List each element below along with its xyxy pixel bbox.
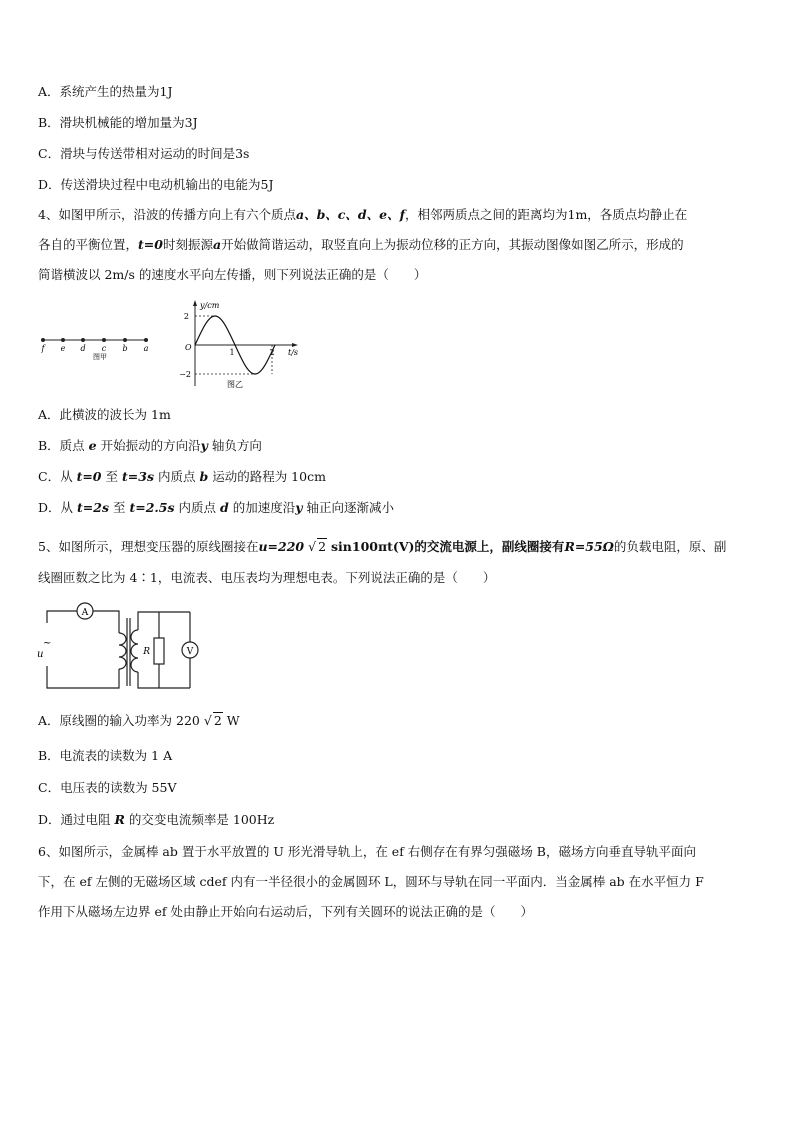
q4-option-b: B．质点 e 开始振动的方向沿y 轴负方向 <box>38 438 262 453</box>
resistor <box>154 638 164 664</box>
source-tilde: ~ <box>43 638 52 649</box>
tick-y-pos: 2 <box>183 312 189 321</box>
tick-y-neg: −2 <box>179 370 191 379</box>
label-e: e <box>60 344 66 353</box>
tick-x-2: 2 <box>269 348 275 357</box>
q3-option-a: A．系统产生的热量为1J <box>38 84 173 99</box>
q4-option-a: A．此横波的波长为 1m <box>38 407 171 422</box>
tick-x-1: 1 <box>229 348 235 357</box>
wire-secondary-bottom <box>138 672 190 688</box>
primary-coil <box>119 633 126 669</box>
voltmeter-label: V <box>186 647 194 657</box>
particle-a <box>144 338 148 342</box>
wire-primary-top-right <box>93 611 119 633</box>
particle-b <box>123 338 127 342</box>
q5-option-d: D．通过电阻 R 的交变电流频率是 100Hz <box>38 812 275 827</box>
label-c: c <box>101 344 107 353</box>
particle-f <box>41 338 45 342</box>
q3-option-d: D．传送滑块过程中电动机输出的电能为5J <box>38 177 274 192</box>
y-axis-arrow <box>193 300 197 306</box>
caption-yi: 图乙 <box>227 380 243 389</box>
figure-jia <box>36 330 161 362</box>
label-f: f <box>41 344 45 353</box>
wire-secondary-top <box>138 612 190 630</box>
secondary-coil <box>131 630 138 672</box>
wire-primary-bottom <box>47 666 119 688</box>
q5-option-c: C．电压表的读数为 55V <box>38 780 177 795</box>
particle-c <box>102 338 106 342</box>
particle-e <box>61 338 65 342</box>
source-label: u <box>37 649 44 660</box>
sqrt-symbol-a: √ 2 <box>203 713 222 728</box>
transformer-circuit <box>32 598 217 696</box>
y-axis-label: y/cm <box>200 301 220 310</box>
label-d: d <box>80 344 86 353</box>
q5-stem-line2: 线圈匝数之比为 4∶1，电流表、电压表均为理想电表。下列说法正确的是（ ） <box>38 570 496 585</box>
x-axis-arrow <box>292 343 298 347</box>
q5-stem-line1: 5、如图所示，理想变压器的原线圈接在u=220 √ 2 sin100πt(V)的交流电源上，副线圈接有R=55Ω的负载电阻，原、副 <box>38 539 727 554</box>
q4-option-c: C．从 t=0 至 t=3s 内质点 b 运动的路程为 10cm <box>38 469 326 484</box>
q3-option-b: B．滑块机械能的增加量为3J <box>38 115 198 130</box>
q3-option-c: C．滑块与传送带相对运动的时间是3s <box>38 146 250 161</box>
x-axis-label: t/s <box>288 348 299 357</box>
q6-stem: 6、如图所示，金属棒 ab 置于水平放置的 U 形光滑导轨上，在 ef 右侧存在有界匀强磁场 B，磁场方向垂直导轨平面向 下，在 ef 左侧的无磁场区域 cdef 内有一半径很小的金属圆环 L，圆环与导轨在同一平面内．当金属棒 ab 在水平恒力 F 作用下从磁场左边界 ef 处由静止开始向右运动后，下列有关圆环的说法正确的是（ ） <box>38 844 704 919</box>
label-a: a <box>143 344 149 353</box>
ammeter-label: A <box>81 608 89 618</box>
sqrt-symbol: √ 2 <box>308 539 327 554</box>
q4-option-d: D．从 t=2s 至 t=2.5s 内质点 d 的加速度沿y 轴正向逐渐减小 <box>38 500 395 515</box>
caption-jia: 图甲 <box>93 353 107 361</box>
q4-stem: 4、如图甲所示，沿波的传播方向上有六个质点a、b、c、d、e、f，相邻两质点之间的距离均为1m，各质点均静止在 各自的平衡位置，t=0时刻振源a开始做简谐运动，取竖直向上为振动位移的正方向，其振动图像如图乙所示，形成的 简谐横波以 2m/s 的速度水平向左传播，则下列说法正确的是（ ） <box>38 207 688 282</box>
particle-d <box>81 338 85 342</box>
q5-option-b: B．电流表的读数为 1 A <box>38 748 173 763</box>
resistor-label: R <box>143 647 150 657</box>
figure-yi <box>178 298 308 392</box>
label-b: b <box>122 344 128 353</box>
q5-option-a: A．原线圈的输入功率为 220 √ 2 W <box>38 713 240 728</box>
wire-primary-top-left <box>47 611 77 623</box>
origin-label: O <box>185 343 192 352</box>
